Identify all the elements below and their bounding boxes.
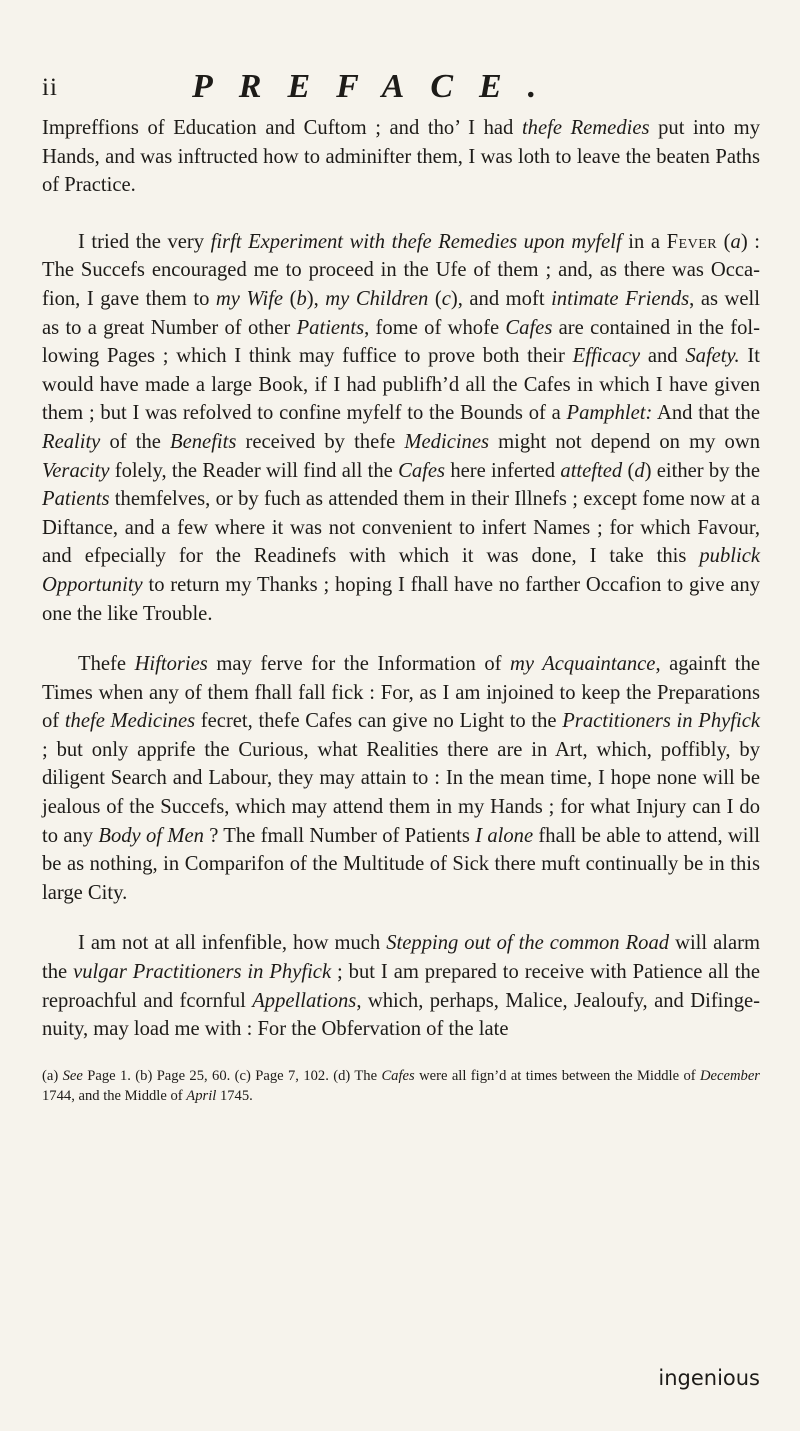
small-caps-run: Fever	[666, 230, 718, 253]
text-run: folely, the Reader will find all the	[109, 459, 399, 482]
text-run: fhall be able to attend, will be as nothing, in Comparifon of the Multitude of Sick there muft continually be in this large City.	[42, 824, 760, 904]
text-run: might not depend on my own	[489, 430, 760, 453]
text-run: 1745.	[216, 1087, 253, 1104]
italic-run: Reality	[42, 430, 101, 453]
footnote-ref: a	[730, 230, 741, 253]
text-run: of the	[100, 430, 171, 453]
italic-run: my Children	[325, 287, 429, 310]
italic-run: attefted	[560, 459, 623, 482]
page-number: ii	[42, 74, 58, 101]
italic-run: April	[186, 1087, 217, 1104]
text-run: (a)	[42, 1067, 63, 1084]
text-run: Thefe	[78, 653, 135, 676]
italic-run: Veracity	[42, 459, 110, 482]
footnote-ref: b	[296, 287, 307, 310]
running-title: PREFACE.	[192, 68, 563, 105]
text-run: will alarm the	[42, 932, 760, 984]
text-run: themfelves, or by fuch as attended them in their Illnefs ; except fome now at a Diftance, and a few where it was not convenient to infert Names ; for which Favour, and efpecially for the Readinefs with which it was done, I take this	[42, 488, 760, 568]
text-run: to return my Thanks ; hoping I fhall have no farther Occafion to give any one the like Trouble.	[42, 573, 760, 625]
italic-run: Practitioners in Phyfick	[562, 710, 760, 733]
text-run: ),	[306, 287, 326, 310]
catchword: ingenious	[658, 1366, 760, 1390]
paragraph-2	[42, 228, 760, 628]
text-run: Page 1. (b) Page 25, 60. (c) Page 7, 102. (d) The	[82, 1067, 382, 1084]
text-run: ) either by the	[644, 459, 760, 482]
running-head	[42, 62, 760, 108]
italic-run: Efficacy	[572, 345, 641, 368]
text-run: and	[640, 345, 686, 368]
text-run: (	[283, 287, 297, 310]
text-run: ; but I am prepared to receive with Patience all the reproachful and fcornful	[42, 961, 760, 1012]
italic-run: Patients	[42, 488, 110, 511]
text-run: here inferted	[445, 459, 561, 482]
italic-run: publick Opportunity	[42, 545, 760, 596]
italic-run: Medicines	[404, 430, 490, 453]
italic-run: Cafes	[381, 1067, 415, 1084]
text-run: ) : The Succefs encouraged me to proceed in the Ufe of them ; and, as there was Occafion, I gave them to	[42, 230, 760, 310]
italic-run: firft Experiment with thefe Remedies upon myfelf	[210, 230, 622, 253]
paragraph-4	[42, 929, 760, 1043]
italic-run: thefe Remedies	[521, 117, 650, 139]
text-run: , which, perhaps, Malice, Jealoufy, and Difingenuity, may load me with : For the Obfervation of the late	[42, 989, 760, 1041]
italic-run: Hiftories	[134, 653, 208, 676]
text-run: I am not at all infenfible, how much	[78, 932, 387, 955]
text-run: (	[717, 230, 731, 253]
footnote-ref: d	[634, 459, 645, 482]
text-run: ; but only apprife the Curious, what Realities there are in Art, which, poffibly, by diligent Search and Labour, they may attain to : In the mean time, I hope none will be jealous of the Succefs, which may attend them in my Hands ; for what Injury can I do to any	[42, 738, 760, 847]
text-run: (	[428, 287, 442, 310]
text-run: may ferve for the Information of	[207, 653, 511, 676]
text-run: 1744, and the Middle of	[42, 1087, 187, 1104]
italic-run: Cafes	[398, 459, 446, 482]
italic-run: Safety.	[685, 345, 740, 368]
italic-run: my Acquaintance	[510, 653, 656, 676]
text-run: are contained in the following Pages ; which I think may fuffice to prove both their	[42, 316, 760, 368]
text-run: , fome of whofe	[364, 316, 506, 339]
italic-run: vulgar Practitioners in Phyfick	[73, 961, 332, 984]
text-run: in a	[621, 230, 667, 253]
italic-run: intimate Friends	[551, 287, 690, 310]
italic-run: Body of Men	[98, 824, 204, 847]
italic-run: Stepping out of the common Road	[386, 932, 670, 955]
italic-run: December	[700, 1067, 760, 1084]
text-run: And that the	[652, 402, 760, 425]
text-run: , as well as to a great Number of other	[42, 287, 760, 339]
italic-run: thefe Medicines	[64, 710, 196, 733]
footnotes	[42, 1066, 760, 1106]
text-run: It would have made a large Book, if I had publifh’d all the Cafes in which I have given them ; but I was refolved to confine myfelf to the Bounds of a	[42, 345, 761, 425]
text-run: ? The fmall Number of Patients	[203, 824, 476, 847]
text-run: I tried the very	[78, 230, 211, 253]
italic-run: See	[62, 1067, 83, 1084]
italic-run: I alone	[475, 824, 534, 847]
text-run: Impreffions of Education and Cuftom ; and tho’ I had	[42, 117, 522, 139]
text-run: , againft the Times when any of them fhall fall fick : For, as I am injoined to keep the Preparations of	[42, 653, 761, 733]
footnote-ref: c	[441, 287, 451, 310]
italic-run: Pamphlet:	[566, 402, 653, 425]
paragraph-1	[42, 114, 760, 200]
text-run: were all fign’d at times between the Middle of	[414, 1067, 701, 1084]
italic-run: Cafes	[505, 316, 553, 339]
italic-run: Appellations	[252, 989, 357, 1012]
text-run: (	[622, 459, 635, 482]
text-run: put into my Hands, and was inftructed how to adminifter them, I was loth to leave the beaten Paths of Practice.	[42, 117, 760, 197]
italic-run: my Wife	[215, 287, 284, 310]
text-run: fecret, thefe Cafes can give no Light to the	[195, 710, 563, 733]
italic-run: Patients	[296, 316, 365, 339]
text-run: ), and moft	[450, 287, 552, 310]
paragraph-3	[42, 650, 760, 907]
italic-run: Benefits	[170, 430, 237, 453]
text-run: received by thefe	[236, 430, 405, 453]
